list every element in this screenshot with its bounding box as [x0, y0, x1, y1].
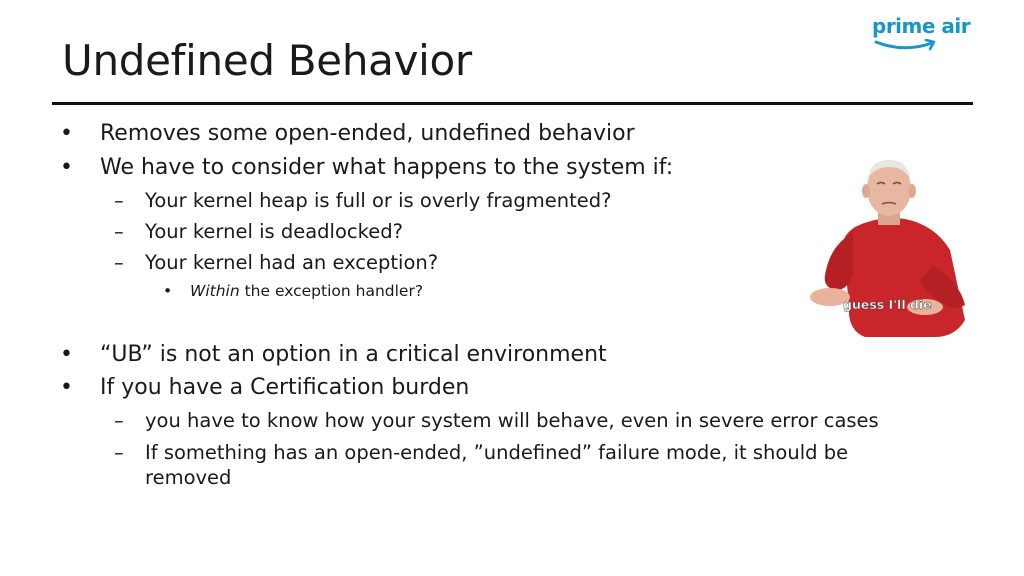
bullet-text: Your kernel had an exception? — [145, 251, 439, 274]
bullet-marker: • — [163, 282, 173, 300]
bullet-marker: • — [60, 375, 73, 400]
bullet-text: Your kernel heap is full or is overly fragmented? — [145, 189, 612, 212]
bullet-item — [60, 121, 635, 146]
dash-marker: – — [114, 220, 124, 243]
bullet-text: the exception handler? — [239, 282, 424, 300]
sub-bullet-item — [114, 189, 612, 212]
sub-sub-bullet-item — [163, 282, 424, 300]
dash-marker: – — [114, 441, 124, 464]
bullet-marker: • — [60, 155, 73, 180]
bullet-marker: • — [60, 121, 73, 146]
dash-marker: – — [114, 251, 124, 274]
bullet-text: “UB” is not an option in a critical environment — [100, 342, 607, 367]
title-divider — [52, 102, 973, 105]
dash-marker: – — [114, 189, 124, 212]
emphasis-text: Within — [190, 282, 240, 300]
sub-bullet-item — [114, 409, 879, 432]
amazon-smile-arrow-icon — [874, 39, 940, 53]
meme-caption: guess I'll die — [843, 297, 932, 312]
bullet-text: Your kernel is deadlocked? — [145, 220, 403, 243]
sub-bullet-item — [114, 251, 439, 274]
dash-marker: – — [114, 409, 124, 432]
sub-bullet-item — [114, 440, 849, 490]
slide-title: Undefined Behavior — [62, 36, 472, 85]
prime-air-logo — [868, 12, 971, 58]
bullet-text: If you have a Certification burden — [100, 375, 470, 400]
bullet-item — [60, 375, 470, 400]
bullet-text: If something has an open-ended, ”undefined” failure mode, it should be — [145, 441, 849, 464]
bullet-item — [60, 155, 674, 180]
bullet-item — [60, 342, 607, 367]
bullet-text: We have to consider what happens to the system if: — [100, 155, 674, 180]
logo-text: prime air — [872, 14, 971, 38]
bullet-marker: • — [60, 342, 73, 367]
meme-image — [775, 115, 1000, 337]
bullet-text-continued: removed — [145, 466, 232, 489]
bullet-text: Removes some open-ended, undefined behavior — [100, 121, 635, 146]
bullet-text: you have to know how your system will behave, even in severe error cases — [145, 409, 879, 432]
sub-bullet-item — [114, 220, 403, 243]
